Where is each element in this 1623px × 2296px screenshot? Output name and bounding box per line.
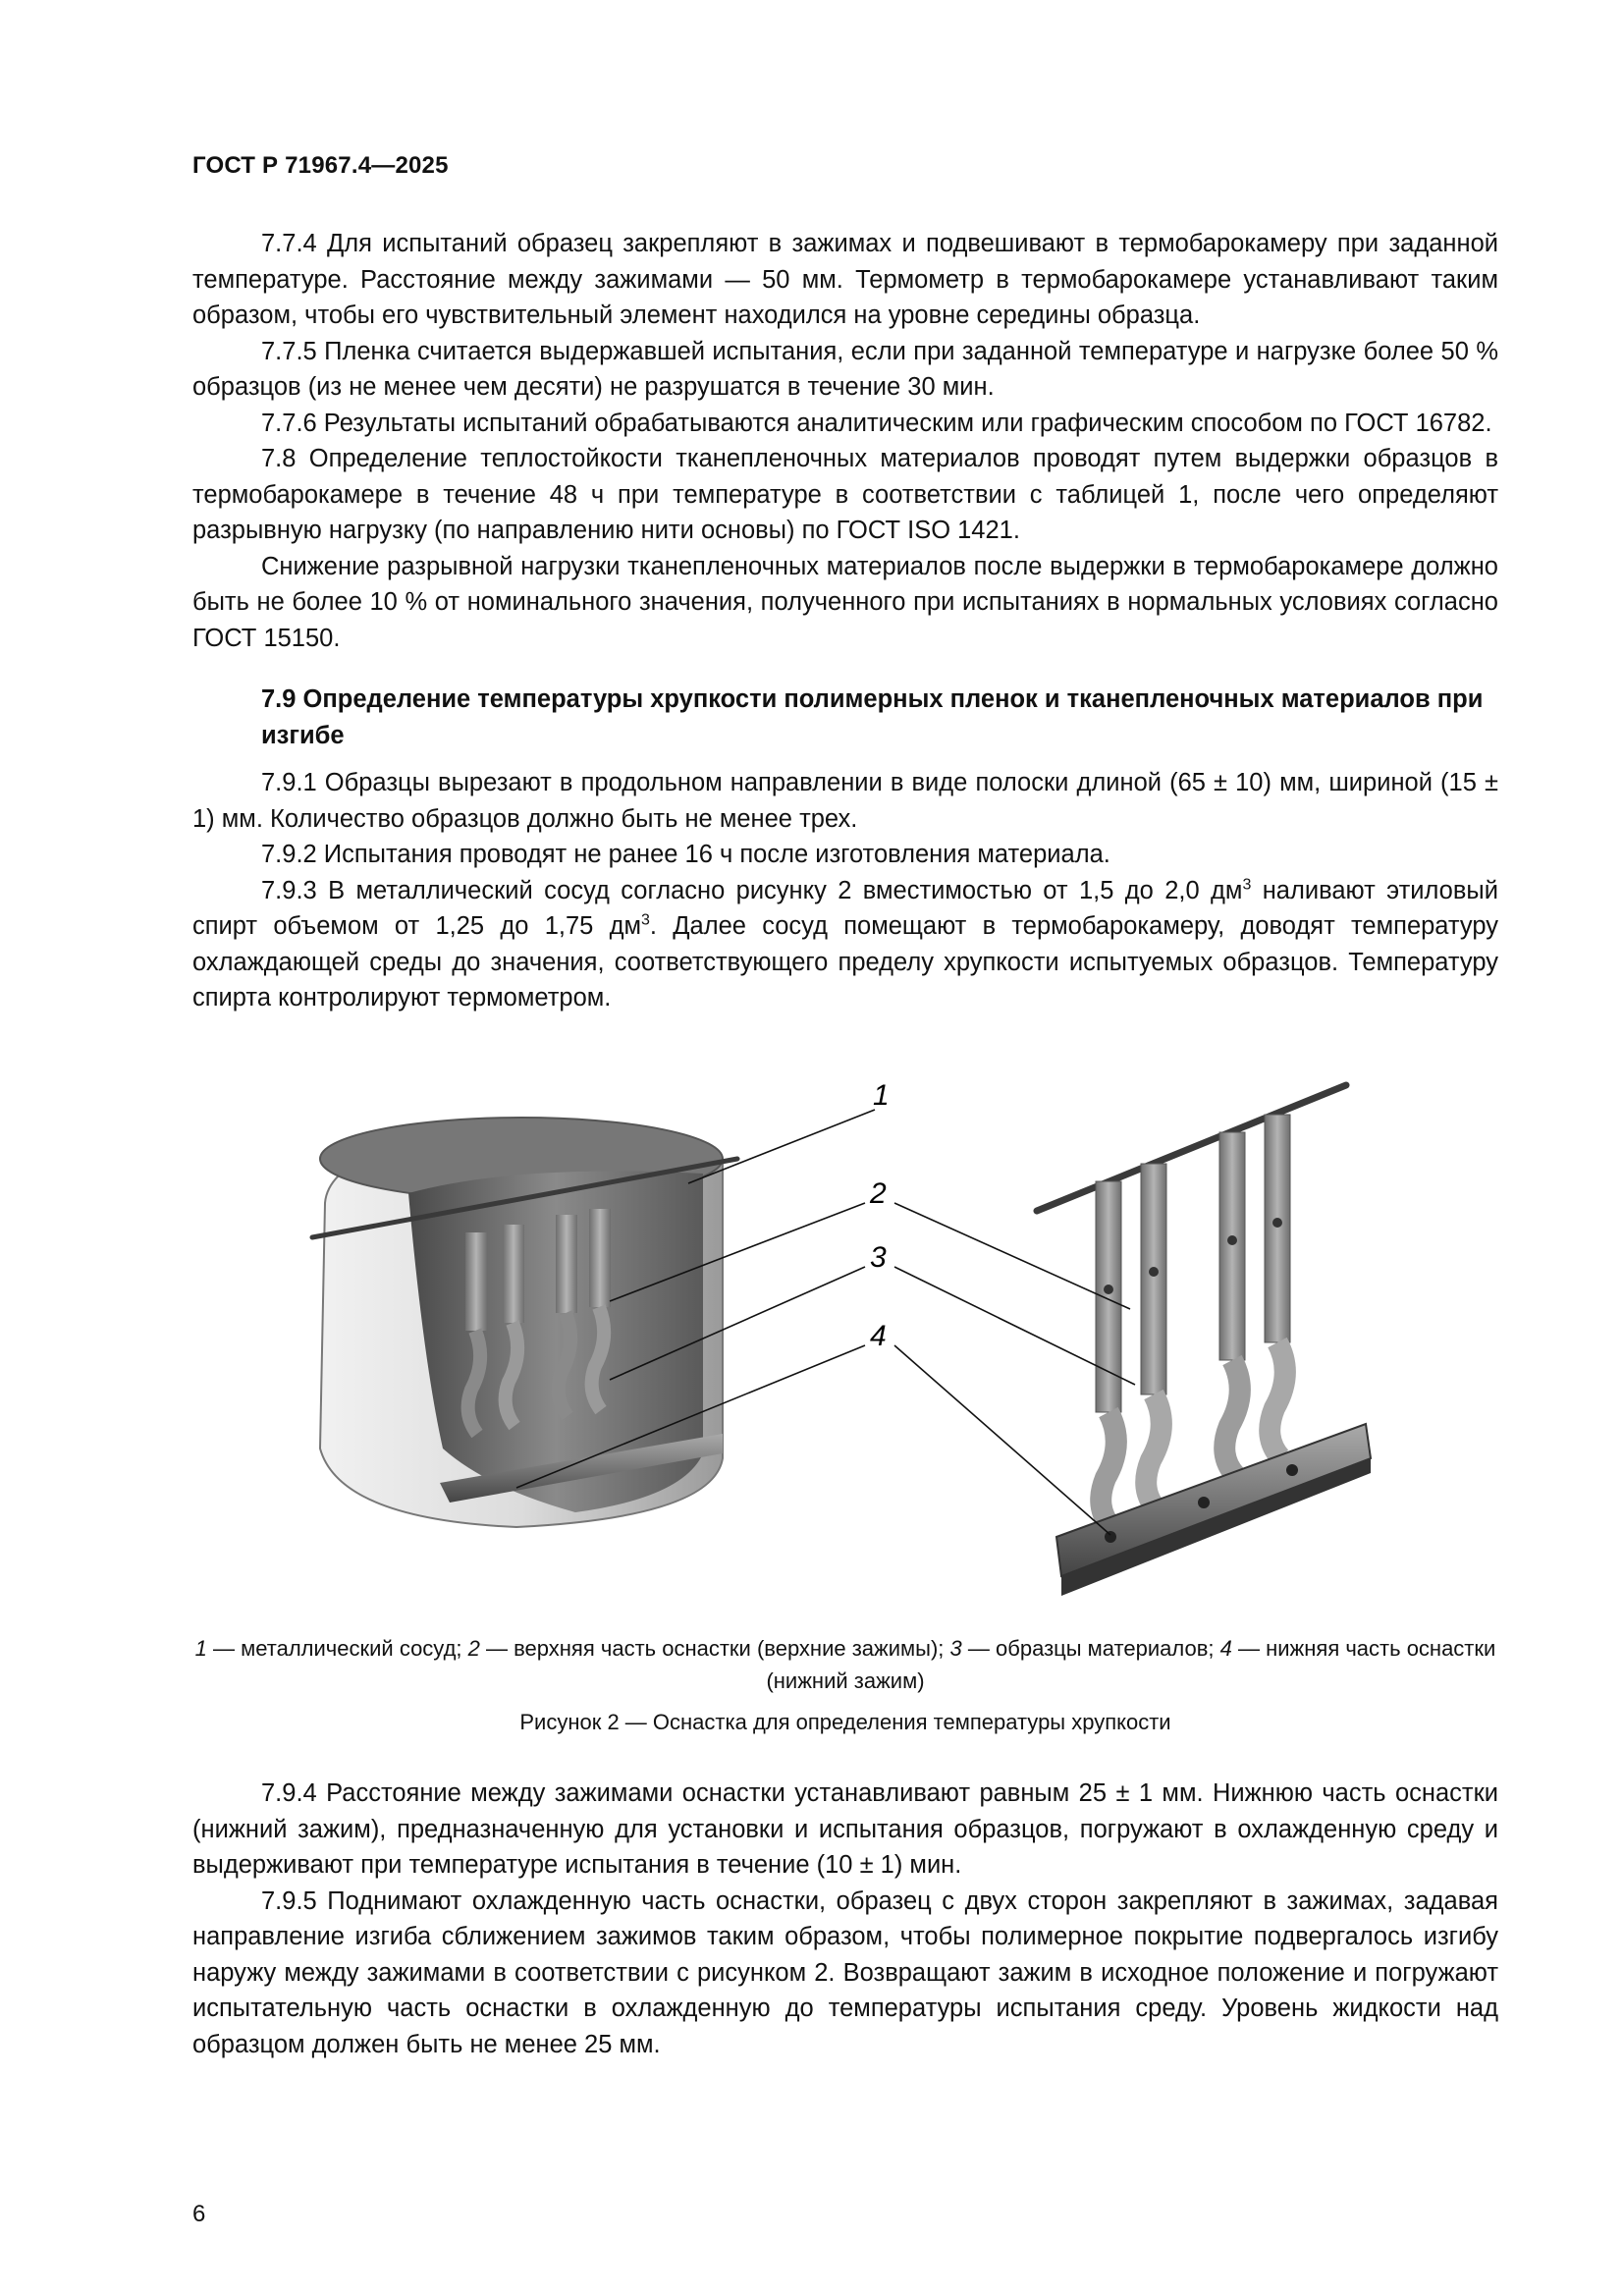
figure-2 <box>192 1066 1498 1615</box>
fixture-upper-clamps <box>1096 1115 1290 1412</box>
callout-2: 2 <box>870 1177 887 1210</box>
document-header: ГОСТ Р 71967.4—2025 <box>192 152 449 179</box>
legend-number-3: 3 <box>949 1636 962 1661</box>
legend-number-1: 1 <box>194 1636 207 1661</box>
paragraph-7-9-3-part-b: наливают этиловый спирт объемом от 1,25 до 1,75 дм <box>192 876 1498 940</box>
callout-4: 4 <box>870 1320 887 1352</box>
fixture-assembly <box>1037 1085 1371 1596</box>
legend-number-2: 2 <box>467 1636 480 1661</box>
paragraph-7-7-4: 7.7.4 Для испытаний образец закрепляют в зажимах и подвешивают в термобарокамеру при заданной температуре. Расстояние между зажимами — 50 мм. Термометр в термобарокамере устанавливают таким образом, чтобы его чувствительный элемент находился на уровне середины образца. <box>192 230 1498 329</box>
legend-text-4: — нижняя часть оснастки (нижний зажим) <box>766 1636 1496 1693</box>
legend-text-1: — металлический сосуд; <box>206 1636 468 1661</box>
paragraph-7-9-5: 7.9.5 Поднимают охлажденную часть оснастки, образец с двух сторон закрепляют в зажимах, задавая направление изгиба сближением зажимов таким образом, чтобы полимерное покрытие подвергалось изгибу наружу между зажимами в соответствии с рисунком 2. Возвращают зажим в исходное положение и погружают испытательную часть оснастки в охлажденную до температуры испытания среду. Уровень жидкости над образцом должен быть не менее 25 мм. <box>192 1886 1498 2058</box>
paragraph-7-9-2: 7.9.2 Испытания проводят не ранее 16 ч после изготовления материала. <box>261 841 1110 868</box>
superscript-3: 3 <box>1242 876 1252 893</box>
legend-text-2: — верхняя часть оснастки (верхние зажимы); <box>479 1636 950 1661</box>
paragraph-7-9-3 <box>192 873 1498 1016</box>
figure-legend <box>192 1632 1498 1697</box>
paragraph-7-9-4: 7.9.4 Расстояние между зажимами оснастки устанавливают равным 25 ± 1 мм. Нижнюю часть оснастки (нижний зажим), предназначенную для установки и испытания образцов, погружают в охлажденную среду и выдерживают при температуре испытания в течение (10 ± 1) мин. <box>192 1779 1498 1879</box>
paragraph-7-9-3-part-c: . Далее сосуд помещают в термобарокамеру, доводят температуру охлаждающей среды до значения, соответствующего пределу хрупкости испытуемых образцов. Температуру спирта контролируют термометром. <box>192 912 1499 1011</box>
paragraph-7-7-6: 7.7.6 Результаты испытаний обрабатываются аналитическим или графическим способом по ГОСТ 16782. <box>261 409 1492 437</box>
figure-2-illustration <box>192 1066 1498 1615</box>
fixture-upper-rod <box>1037 1085 1346 1211</box>
figure-title: Рисунок 2 — Оснастка для определения температуры хрупкости <box>519 1710 1171 1734</box>
legend-number-4: 4 <box>1219 1636 1232 1661</box>
paragraph-7-7-5: 7.7.5 Пленка считается выдержавшей испытания, если при заданной температуре и нагрузке более 50 % образцов (из не менее чем десяти) не разрушатся в течение 30 мин. <box>192 337 1498 401</box>
callout-3: 3 <box>870 1241 887 1274</box>
superscript-3: 3 <box>641 911 650 929</box>
callout-1: 1 <box>873 1079 890 1112</box>
body-text-top <box>192 226 1498 1016</box>
metal-vessel <box>312 1118 737 1527</box>
paragraph-7-8: 7.8 Определение теплостойкости тканепленочных материалов проводят путем выдержки образцов в термобарокамере в течение 48 ч при температуре в соответствии с таблицей 1, после чего определяют разрывную нагрузку (по направлению нити основы) по ГОСТ ISO 1421. <box>192 445 1498 544</box>
paragraph-7-9-3-part-a: 7.9.3 В металлический сосуд согласно рисунку 2 вместимостью от 1,5 до 2,0 дм <box>261 876 1243 904</box>
paragraph-7-8-continued: Снижение разрывной нагрузки тканепленочных материалов после выдержки в термобарокамере должно быть не более 10 % от номинального значения, полученного при испытаниях в нормальных условиях согласно ГОСТ 15150. <box>192 552 1498 652</box>
paragraph-7-9-1: 7.9.1 Образцы вырезают в продольном направлении в виде полоски длиной (65 ± 10) мм, шириной (15 ± 1) мм. Количество образцов должно быть не менее трех. <box>192 769 1498 833</box>
page-number: 6 <box>192 2201 206 2227</box>
legend-text-3: — образцы материалов; <box>961 1636 1220 1661</box>
body-text-bottom <box>192 1776 1498 2062</box>
section-heading-7-9: 7.9 Определение температуры хрупкости полимерных пленок и тканепленочных материалов при изгибе <box>261 685 1484 749</box>
